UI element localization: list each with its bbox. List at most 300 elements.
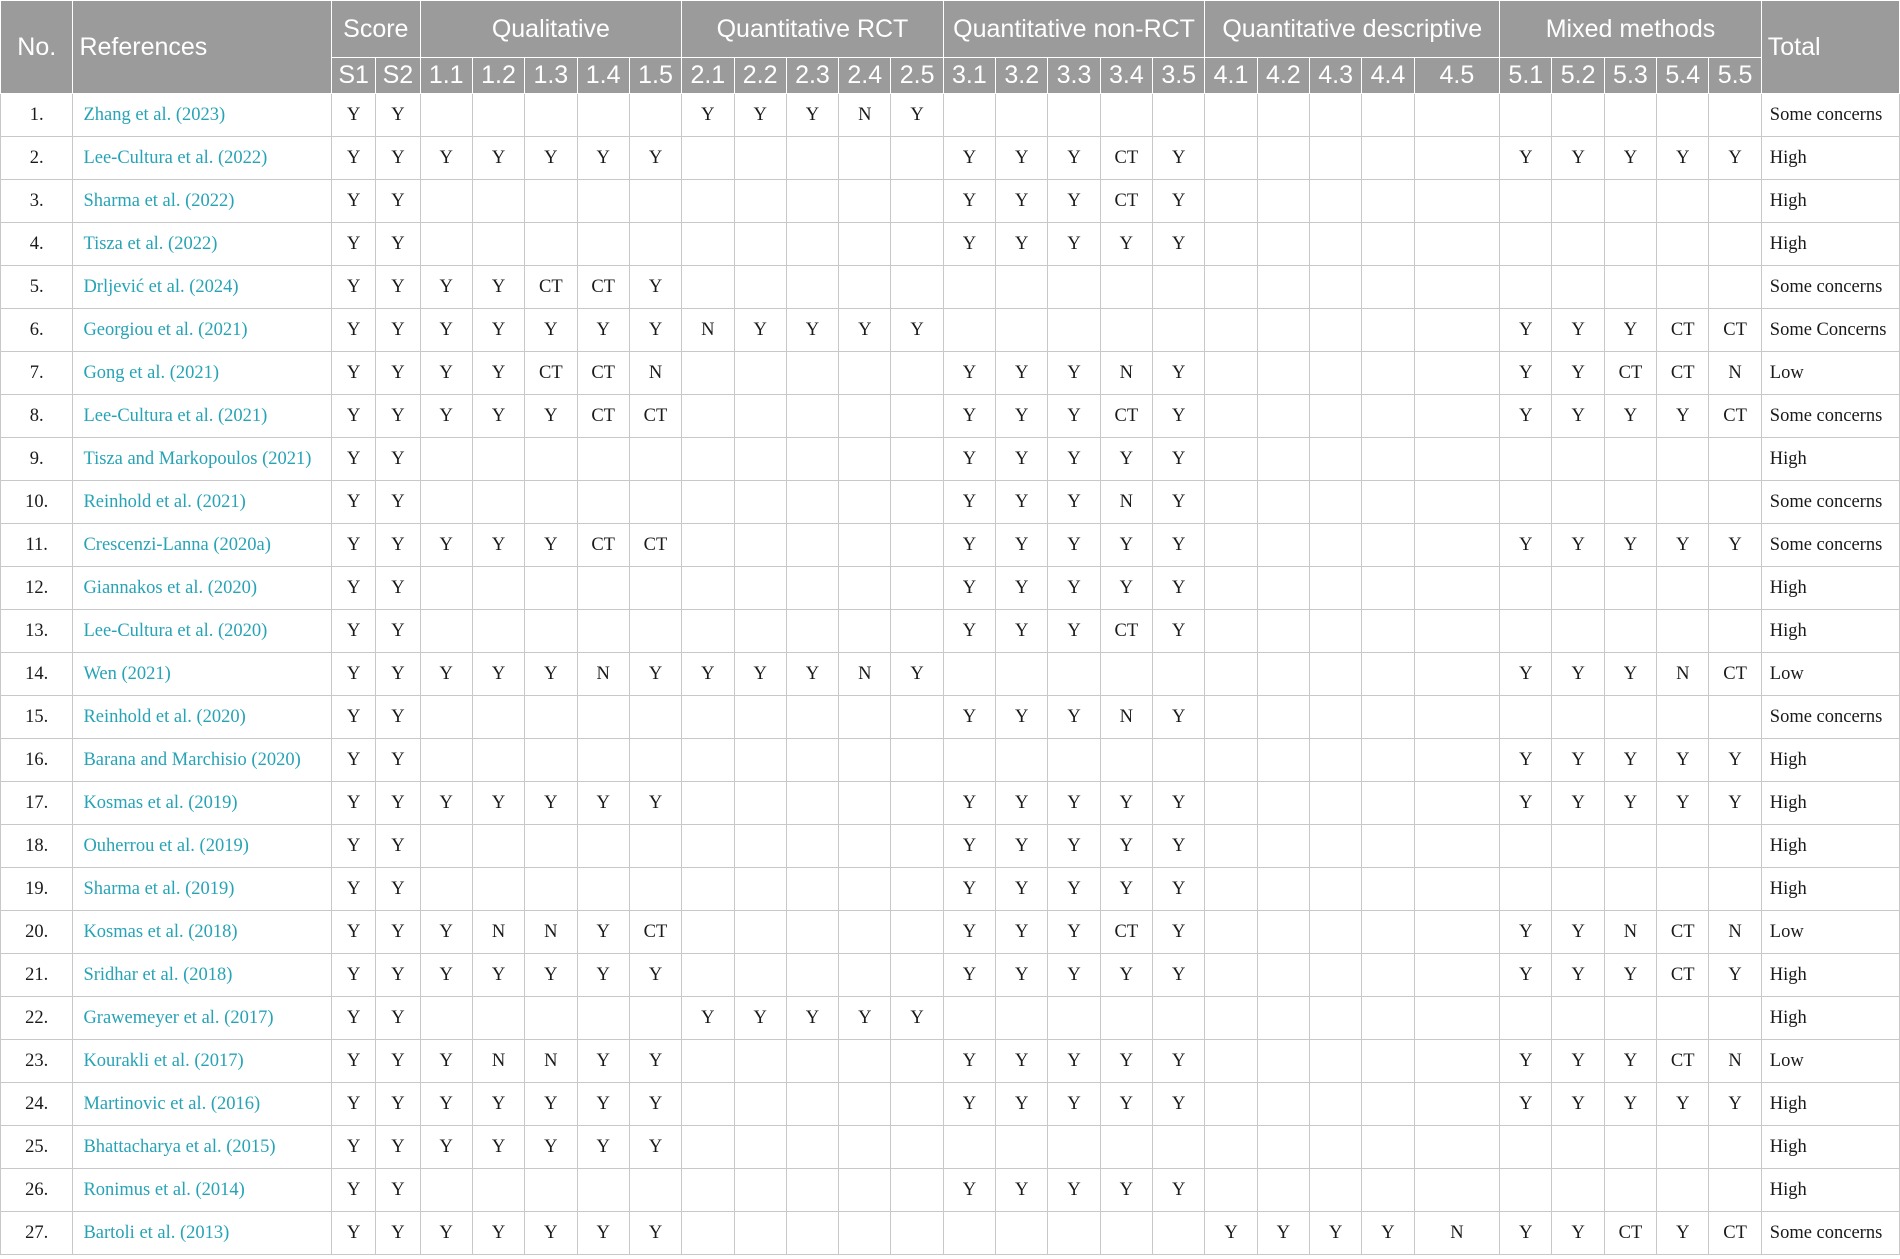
criterion-cell: Y: [420, 1212, 472, 1255]
criterion-cell: [1709, 1126, 1761, 1169]
criterion-cell: [891, 567, 943, 610]
criterion-cell: Y: [996, 223, 1048, 266]
header-no: No.: [1, 1, 73, 94]
reference-link[interactable]: Kosmas et al. (2018): [73, 911, 332, 954]
criterion-cell: [472, 696, 524, 739]
criterion-cell: Y: [1657, 1212, 1709, 1255]
reference-link[interactable]: Tisza and Markopoulos (2021): [73, 438, 332, 481]
criterion-cell: [1205, 266, 1257, 309]
criterion-cell: [1205, 180, 1257, 223]
table-row: [1, 567, 1900, 610]
reference-link[interactable]: Sridhar et al. (2018): [73, 954, 332, 997]
criterion-cell: Y: [420, 1126, 472, 1169]
table-row: [1, 524, 1900, 567]
criterion-cell: [1657, 481, 1709, 524]
criterion-cell: Y: [472, 954, 524, 997]
criterion-cell: CT: [1709, 1212, 1761, 1255]
criterion-cell: CT: [629, 911, 681, 954]
criterion-cell: Y: [1500, 782, 1552, 825]
criterion-cell: [996, 739, 1048, 782]
total-rating: Some concerns: [1761, 696, 1899, 739]
total-rating: High: [1761, 180, 1899, 223]
criterion-cell: [525, 180, 577, 223]
criterion-cell: [1100, 266, 1152, 309]
criterion-cell: [943, 653, 995, 696]
criterion-cell: [1414, 137, 1500, 180]
table-row: [1, 1126, 1900, 1169]
criterion-cell: [1604, 610, 1656, 653]
criterion-cell: Y: [1048, 1040, 1100, 1083]
criterion-cell: [1362, 266, 1414, 309]
criterion-cell: Y: [1048, 395, 1100, 438]
row-number: 11.: [1, 524, 73, 567]
criterion-cell: [1414, 481, 1500, 524]
reference-link[interactable]: Kourakli et al. (2017): [73, 1040, 332, 1083]
criterion-cell: [682, 180, 734, 223]
criterion-cell: [891, 1212, 943, 1255]
criterion-cell: [734, 567, 786, 610]
criterion-cell: CT: [1100, 180, 1152, 223]
criterion-cell: [577, 481, 629, 524]
criterion-cell: Y: [376, 352, 420, 395]
criterion-cell: [1604, 825, 1656, 868]
criterion-cell: [1414, 352, 1500, 395]
criterion-cell: [1709, 567, 1761, 610]
criterion-cell: [682, 825, 734, 868]
criterion-cell: Y: [376, 266, 420, 309]
criterion-cell: [682, 223, 734, 266]
reference-link[interactable]: Martinovic et al. (2016): [73, 1083, 332, 1126]
criterion-cell: [786, 1212, 838, 1255]
criterion-cell: [1205, 567, 1257, 610]
criterion-cell: [891, 481, 943, 524]
criterion-cell: [525, 1169, 577, 1212]
criterion-cell: Y: [1048, 180, 1100, 223]
criterion-cell: Y: [1709, 524, 1761, 567]
criterion-cell: [682, 1126, 734, 1169]
criterion-cell: [682, 610, 734, 653]
reference-link[interactable]: Crescenzi-Lanna (2020a): [73, 524, 332, 567]
criterion-cell: Y: [1048, 1083, 1100, 1126]
criterion-cell: Y: [1153, 954, 1205, 997]
criterion-cell: [629, 868, 681, 911]
criterion-cell: Y: [943, 1169, 995, 1212]
criterion-cell: [891, 696, 943, 739]
criterion-cell: Y: [332, 911, 376, 954]
criterion-cell: Y: [1048, 782, 1100, 825]
criterion-cell: Y: [376, 782, 420, 825]
criterion-cell: [420, 223, 472, 266]
criterion-cell: [891, 1040, 943, 1083]
criterion-cell: Y: [376, 438, 420, 481]
criterion-cell: Y: [332, 739, 376, 782]
criterion-cell: [1362, 137, 1414, 180]
criterion-cell: [891, 1169, 943, 1212]
criterion-cell: [472, 223, 524, 266]
row-number: 26.: [1, 1169, 73, 1212]
criterion-cell: [682, 352, 734, 395]
criterion-cell: [943, 309, 995, 352]
criterion-cell: [1100, 94, 1152, 137]
criterion-cell: Y: [734, 653, 786, 696]
total-rating: High: [1761, 137, 1899, 180]
criterion-cell: [1362, 868, 1414, 911]
criterion-cell: CT: [1709, 653, 1761, 696]
criterion-cell: Y: [1709, 1083, 1761, 1126]
criterion-cell: Y: [1048, 954, 1100, 997]
reference-link[interactable]: Sharma et al. (2019): [73, 868, 332, 911]
criterion-cell: [629, 180, 681, 223]
criterion-cell: Y: [1552, 1083, 1604, 1126]
criterion-cell: N: [525, 1040, 577, 1083]
header-group-score: Score: [332, 1, 421, 58]
criterion-cell: [577, 223, 629, 266]
criterion-cell: [577, 1169, 629, 1212]
criterion-cell: [1362, 610, 1414, 653]
criterion-cell: Y: [577, 1212, 629, 1255]
criterion-cell: [891, 911, 943, 954]
criterion-cell: Y: [996, 395, 1048, 438]
criterion-cell: Y: [1657, 1083, 1709, 1126]
criterion-cell: [525, 438, 577, 481]
criterion-cell: [1100, 997, 1152, 1040]
reference-link[interactable]: Lee-Cultura et al. (2021): [73, 395, 332, 438]
reference-link[interactable]: Barana and Marchisio (2020): [73, 739, 332, 782]
criterion-cell: [420, 696, 472, 739]
criterion-cell: Y: [376, 481, 420, 524]
criterion-cell: [734, 1083, 786, 1126]
criterion-cell: [472, 180, 524, 223]
criterion-cell: [734, 825, 786, 868]
criterion-cell: N: [472, 1040, 524, 1083]
criterion-cell: [1257, 180, 1309, 223]
reference-link[interactable]: Wen (2021): [73, 653, 332, 696]
row-number: 9.: [1, 438, 73, 481]
criterion-cell: [1414, 309, 1500, 352]
criterion-cell: [839, 1169, 891, 1212]
criterion-cell: Y: [629, 954, 681, 997]
criterion-cell: [1205, 524, 1257, 567]
criterion-cell: Y: [1604, 954, 1656, 997]
total-rating: High: [1761, 1126, 1899, 1169]
criterion-cell: Y: [332, 1040, 376, 1083]
criterion-cell: [839, 1040, 891, 1083]
criterion-cell: CT: [1100, 137, 1152, 180]
criterion-cell: Y: [332, 438, 376, 481]
row-number: 18.: [1, 825, 73, 868]
criterion-cell: [786, 954, 838, 997]
criterion-cell: Y: [376, 911, 420, 954]
criterion-cell: [1500, 868, 1552, 911]
criterion-cell: Y: [1100, 868, 1152, 911]
criterion-cell: Y: [376, 524, 420, 567]
criterion-cell: [1362, 997, 1414, 1040]
criterion-cell: Y: [1657, 395, 1709, 438]
reference-link[interactable]: Bhattacharya et al. (2015): [73, 1126, 332, 1169]
total-rating: Some concerns: [1761, 94, 1899, 137]
criterion-cell: Y: [1153, 696, 1205, 739]
criterion-cell: N: [1657, 653, 1709, 696]
criterion-cell: [1257, 911, 1309, 954]
criterion-cell: Y: [1552, 137, 1604, 180]
criterion-cell: [1552, 481, 1604, 524]
criterion-cell: [1257, 352, 1309, 395]
criterion-cell: [839, 696, 891, 739]
criterion-cell: [1500, 94, 1552, 137]
criterion-cell: [1552, 868, 1604, 911]
header-sub-qualitative: 1.1: [420, 58, 472, 94]
criterion-cell: [1362, 653, 1414, 696]
reference-link[interactable]: Giannakos et al. (2020): [73, 567, 332, 610]
criterion-cell: Y: [1153, 911, 1205, 954]
criterion-cell: [577, 868, 629, 911]
criterion-cell: Y: [525, 137, 577, 180]
reference-link[interactable]: Gong et al. (2021): [73, 352, 332, 395]
criterion-cell: [1257, 610, 1309, 653]
criterion-cell: Y: [332, 352, 376, 395]
criterion-cell: Y: [891, 997, 943, 1040]
criterion-cell: [525, 739, 577, 782]
header-sub-quant-rct: 2.1: [682, 58, 734, 94]
criterion-cell: [996, 309, 1048, 352]
criterion-cell: [472, 825, 524, 868]
header-sub-quant-non-rct: 3.5: [1153, 58, 1205, 94]
criterion-cell: [1310, 1126, 1362, 1169]
header-sub-mixed-methods: 5.5: [1709, 58, 1761, 94]
criterion-cell: [1414, 1083, 1500, 1126]
table-row: [1, 954, 1900, 997]
criterion-cell: [1604, 997, 1656, 1040]
criterion-cell: [1552, 825, 1604, 868]
criterion-cell: Y: [1604, 739, 1656, 782]
criterion-cell: Y: [376, 1169, 420, 1212]
criterion-cell: N: [577, 653, 629, 696]
criterion-cell: [1257, 223, 1309, 266]
table-row: [1, 739, 1900, 782]
criterion-cell: [1100, 1212, 1152, 1255]
reference-link[interactable]: Ouherrou et al. (2019): [73, 825, 332, 868]
header-sub-quant-descriptive: 4.3: [1310, 58, 1362, 94]
criterion-cell: Y: [577, 137, 629, 180]
criterion-cell: Y: [996, 1169, 1048, 1212]
criterion-cell: [1310, 696, 1362, 739]
criterion-cell: Y: [420, 954, 472, 997]
criterion-cell: [1153, 997, 1205, 1040]
criterion-cell: Y: [629, 309, 681, 352]
criterion-cell: [1657, 1126, 1709, 1169]
reference-link[interactable]: Tisza et al. (2022): [73, 223, 332, 266]
criterion-cell: Y: [1153, 524, 1205, 567]
criterion-cell: [1657, 997, 1709, 1040]
criterion-cell: Y: [420, 395, 472, 438]
criterion-cell: [786, 1040, 838, 1083]
criterion-cell: [996, 266, 1048, 309]
criterion-cell: Y: [1153, 825, 1205, 868]
criterion-cell: [1500, 696, 1552, 739]
header-sub-quant-non-rct: 3.1: [943, 58, 995, 94]
reference-link[interactable]: Lee-Cultura et al. (2022): [73, 137, 332, 180]
criterion-cell: Y: [891, 653, 943, 696]
header-group-quant-rct: Quantitative RCT: [682, 1, 944, 58]
criterion-cell: [1362, 1126, 1414, 1169]
criterion-cell: [786, 782, 838, 825]
criterion-cell: [1310, 352, 1362, 395]
criterion-cell: [525, 997, 577, 1040]
criterion-cell: [734, 180, 786, 223]
table-body: [1, 94, 1900, 1255]
criterion-cell: [1604, 180, 1656, 223]
total-rating: High: [1761, 567, 1899, 610]
criterion-cell: Y: [629, 1040, 681, 1083]
criterion-cell: [1414, 954, 1500, 997]
criterion-cell: [1310, 438, 1362, 481]
criterion-cell: Y: [943, 395, 995, 438]
reference-link[interactable]: Bartoli et al. (2013): [73, 1212, 332, 1255]
criterion-cell: Y: [1153, 1083, 1205, 1126]
criterion-cell: [1552, 567, 1604, 610]
header-sub-qualitative: 1.2: [472, 58, 524, 94]
criterion-cell: Y: [525, 782, 577, 825]
criterion-cell: [1709, 438, 1761, 481]
criterion-cell: Y: [629, 1083, 681, 1126]
table-row: [1, 137, 1900, 180]
table-row: [1, 1212, 1900, 1255]
criterion-cell: [786, 137, 838, 180]
total-rating: Low: [1761, 653, 1899, 696]
table-row: [1, 911, 1900, 954]
criterion-cell: [525, 94, 577, 137]
criterion-cell: [1552, 1169, 1604, 1212]
table-row: [1, 825, 1900, 868]
table-row: [1, 610, 1900, 653]
criterion-cell: Y: [734, 997, 786, 1040]
criterion-cell: [629, 567, 681, 610]
criterion-cell: CT: [1100, 395, 1152, 438]
criterion-cell: [629, 94, 681, 137]
criterion-cell: Y: [943, 1040, 995, 1083]
criterion-cell: Y: [629, 266, 681, 309]
header-sub-quant-descriptive: 4.5: [1414, 58, 1500, 94]
criterion-cell: Y: [376, 954, 420, 997]
criterion-cell: [734, 266, 786, 309]
header-sub-quant-descriptive: 4.4: [1362, 58, 1414, 94]
criterion-cell: [525, 567, 577, 610]
criterion-cell: [1709, 94, 1761, 137]
criterion-cell: [996, 94, 1048, 137]
total-rating: Low: [1761, 352, 1899, 395]
criterion-cell: [839, 567, 891, 610]
table-row: [1, 1083, 1900, 1126]
criterion-cell: [891, 739, 943, 782]
criterion-cell: [1257, 524, 1309, 567]
criterion-cell: N: [1709, 1040, 1761, 1083]
row-number: 6.: [1, 309, 73, 352]
header-row-groups: [1, 1, 1900, 58]
criterion-cell: [1500, 180, 1552, 223]
criterion-cell: [420, 481, 472, 524]
criterion-cell: [1257, 653, 1309, 696]
criterion-cell: [1205, 1083, 1257, 1126]
criterion-cell: Y: [891, 94, 943, 137]
criterion-cell: [1604, 1126, 1656, 1169]
criterion-cell: [839, 954, 891, 997]
criterion-cell: [1310, 653, 1362, 696]
reference-link[interactable]: Drljević et al. (2024): [73, 266, 332, 309]
criterion-cell: [1500, 610, 1552, 653]
criterion-cell: [1205, 610, 1257, 653]
row-number: 5.: [1, 266, 73, 309]
criterion-cell: [786, 567, 838, 610]
criterion-cell: Y: [1048, 223, 1100, 266]
criterion-cell: [996, 653, 1048, 696]
criterion-cell: [1257, 1169, 1309, 1212]
criterion-cell: Y: [1500, 395, 1552, 438]
criterion-cell: Y: [734, 94, 786, 137]
criterion-cell: [472, 739, 524, 782]
criterion-cell: [1709, 481, 1761, 524]
criterion-cell: [1257, 438, 1309, 481]
criterion-cell: [891, 954, 943, 997]
criterion-cell: Y: [332, 180, 376, 223]
criterion-cell: [1414, 94, 1500, 137]
criterion-cell: Y: [420, 911, 472, 954]
criterion-cell: Y: [472, 1083, 524, 1126]
criterion-cell: [1709, 610, 1761, 653]
row-number: 19.: [1, 868, 73, 911]
criterion-cell: [1205, 954, 1257, 997]
reference-link[interactable]: Georgiou et al. (2021): [73, 309, 332, 352]
criterion-cell: [1048, 309, 1100, 352]
reference-link[interactable]: Reinhold et al. (2020): [73, 696, 332, 739]
reference-link[interactable]: Grawemeyer et al. (2017): [73, 997, 332, 1040]
row-number: 20.: [1, 911, 73, 954]
criterion-cell: Y: [472, 524, 524, 567]
criterion-cell: [786, 1083, 838, 1126]
criterion-cell: [1100, 739, 1152, 782]
criterion-cell: Y: [1048, 567, 1100, 610]
criterion-cell: [996, 1126, 1048, 1169]
reference-link[interactable]: Lee-Cultura et al. (2020): [73, 610, 332, 653]
criterion-cell: [734, 1040, 786, 1083]
criterion-cell: [1310, 610, 1362, 653]
criterion-cell: Y: [332, 223, 376, 266]
header-sub-score: S2: [376, 58, 420, 94]
criterion-cell: [839, 266, 891, 309]
reference-link[interactable]: Zhang et al. (2023): [73, 94, 332, 137]
criterion-cell: [1604, 438, 1656, 481]
criterion-cell: Y: [420, 266, 472, 309]
criterion-cell: [1153, 653, 1205, 696]
criterion-cell: [420, 1169, 472, 1212]
criterion-cell: Y: [1552, 352, 1604, 395]
criterion-cell: [996, 1212, 1048, 1255]
criterion-cell: [577, 94, 629, 137]
reference-link[interactable]: Sharma et al. (2022): [73, 180, 332, 223]
criterion-cell: [1257, 782, 1309, 825]
criterion-cell: [1500, 1126, 1552, 1169]
reference-link[interactable]: Kosmas et al. (2019): [73, 782, 332, 825]
criterion-cell: [839, 911, 891, 954]
criterion-cell: Y: [943, 696, 995, 739]
header-sub-quant-rct: 2.2: [734, 58, 786, 94]
criterion-cell: [839, 395, 891, 438]
criterion-cell: [1657, 266, 1709, 309]
criterion-cell: [420, 567, 472, 610]
reference-link[interactable]: Ronimus et al. (2014): [73, 1169, 332, 1212]
criterion-cell: [1414, 223, 1500, 266]
reference-link[interactable]: Reinhold et al. (2021): [73, 481, 332, 524]
criterion-cell: CT: [1657, 954, 1709, 997]
